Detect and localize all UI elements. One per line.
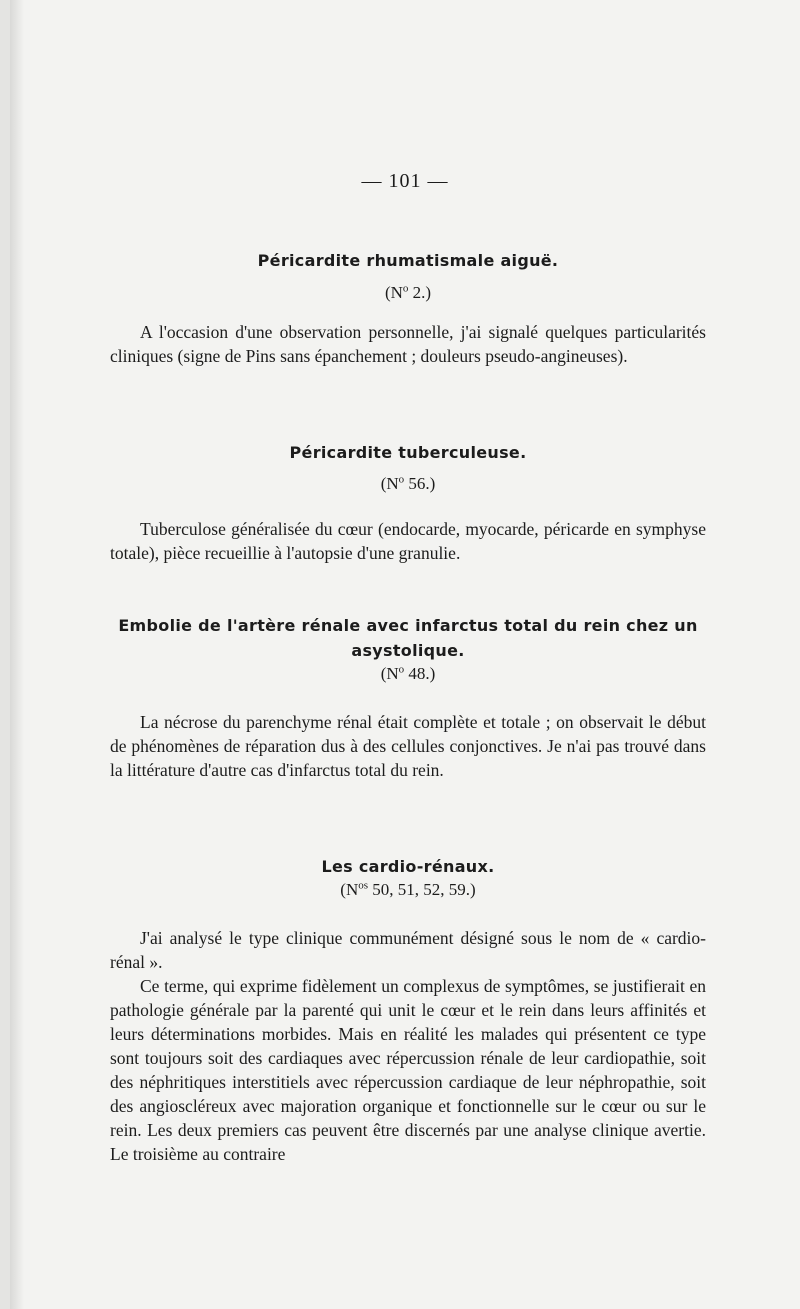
document-page: [10, 0, 800, 1309]
case-number: 48.): [404, 664, 436, 683]
case-reference: [110, 283, 706, 303]
section-body: [110, 320, 706, 368]
case-number: 56.): [404, 474, 436, 493]
section-heading-pericardite-tuberculeuse: Péricardite tuberculeuse.: [289, 443, 527, 462]
section-body: [110, 710, 706, 782]
case-prefix: (N: [384, 283, 403, 302]
paragraph: La nécrose du parenchyme rénal était complète et totale ; on observait le début de phénomènes de réparation dus à des cellules conjonctives. Je n'ai pas trouvé dans la littérature d'autre cas d'infarctus total du rein.: [110, 712, 706, 780]
paragraph: Ce terme, qui exprime fidèlement un complexus de symptômes, se justifierait en pathologie générale par la parenté qui unit le cœur et le rein dans leurs affinités et leurs déterminations morbides. Mais en réalité les malades qui présentent ce type sont toujours soit des cardiaques avec répercussion rénale de leur cardiopathie, soit des néphritiques interstitiels avec répercussion cardiaque de leur néphropathie, soit des angioscléreux avec majoration organique et fonctionnelle sur le cœur ou sur le rein. Les deux premiers cas peuvent être discernés par une analyse clinique avertie. Le troisième au contraire: [110, 976, 706, 1164]
case-reference: [110, 474, 706, 494]
case-prefix: (N: [380, 474, 399, 493]
paragraph: Tuberculose généralisée du cœur (endocarde, myocarde, péricarde en symphyse totale), pièce recueillie à l'autopsie d'une granulie.: [110, 519, 706, 563]
case-superscript: o: [398, 663, 405, 676]
paragraph: J'ai analysé le type clinique communément désigné sous le nom de « cardio-rénal ».: [110, 928, 706, 972]
case-superscript: o: [398, 473, 405, 486]
section-heading-embolie-artere-renale: Embolie de l'artère rénale avec infarctus total du rein chez un asystolique.: [118, 616, 698, 660]
section-body: [110, 517, 706, 565]
case-reference: [110, 880, 706, 900]
case-number: 50, 51, 52, 59.): [368, 880, 476, 899]
case-prefix: (N: [340, 880, 359, 899]
case-prefix: (N: [380, 664, 399, 683]
case-reference: [110, 664, 706, 684]
case-number: 2.): [408, 283, 432, 302]
case-superscript: os: [358, 879, 369, 892]
section-heading-pericardite-rhumatismale: Péricardite rhumatismale aiguë.: [257, 251, 559, 270]
page-number: — 101 —: [361, 170, 449, 192]
section-heading-cardio-renaux: Les cardio-rénaux.: [321, 857, 495, 876]
case-superscript: o: [402, 282, 409, 295]
section-body: [110, 926, 706, 1166]
paragraph: A l'occasion d'une observation personnelle, j'ai signalé quelques particularités cliniques (signe de Pins sans épanchement ; douleurs pseudo-angineuses).: [110, 322, 706, 366]
